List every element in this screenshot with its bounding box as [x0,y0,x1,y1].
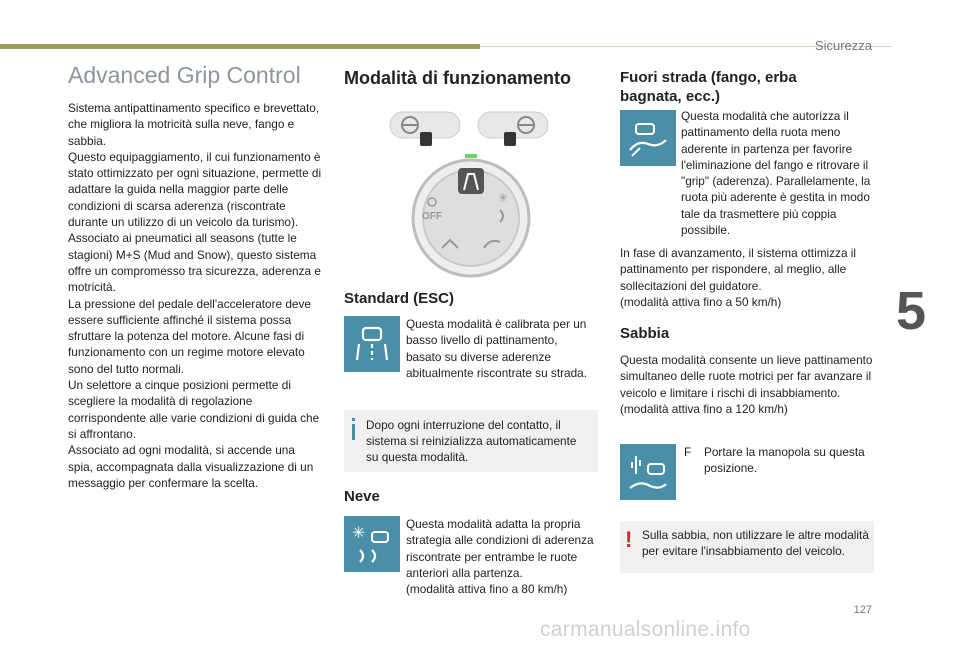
svg-text:✳: ✳ [352,525,366,542]
fango-text2-block [620,245,875,310]
mud-mode-icon [620,110,676,166]
info-note-text: Dopo ogni interruzione del contatto, il sistema si reinizializza automaticamente su questa modalità. [366,418,577,464]
paragraph: La pressione del pedale dell'acceleratore deve essere sufficiente affinché il sistema possa sfruttare la potenza del motore. Alcune fasi di funzionamento con un regime motore elevato sono del tutto normali. [68,296,311,376]
intro-text [68,100,323,491]
watermark: carmanualsonline.info [540,618,751,641]
chapter-number: 5 [896,281,927,341]
mode-selector-dial [408,152,534,278]
neve-note: (modalità attiva fino a 80 km/h) [406,582,568,597]
sabbia-note: (modalità attiva fino a 120 km/h) [620,401,788,416]
sand-mode-icon [620,444,676,500]
fango-heading: Fuori strada (fango, erba bagnata, ecc.) [620,69,797,105]
page-title: Advanced Grip Control [68,62,301,88]
standard-mode-icon [344,316,400,372]
warning-icon: ! [625,527,633,552]
sabbia-text-block [620,352,876,417]
standard-heading: Standard (ESC) [344,290,455,307]
warning-lamps-illustration [386,108,556,148]
neve-text-block [406,516,596,597]
dial-off-label: OFF [422,211,442,222]
snow-mode-icon [344,516,400,572]
paragraph: Un selettore a cinque posizioni permette di scegliere la modalità di regolazione corrispondente alle varie condizioni di guida che si affrontano. [68,378,320,441]
neve-heading: Neve [344,488,380,505]
fango-note: (modalità attiva fino a 50 km/h) [620,294,782,309]
sabbia-text: Questa modalità consente un lieve pattinamento simultaneo delle ruote motrici per far avanzare il veicolo e limitare i rischi di insabbiamento. [620,353,873,400]
svg-text:✳: ✳ [498,191,509,205]
modes-heading: Modalità di funzionamento [344,68,571,88]
sabbia-bullet [684,444,874,477]
fango-text: Questa modalità che autorizza il pattinamento della ruota meno aderente in partenza per favorire l'eliminazione del fango e ritrovare il "grip" (aderenza). Parallelamente, la ruota più aderente è gestita in modo tale da trasmettere più coppia possibile. [681,109,871,238]
info-note [344,410,598,472]
paragraph: Questo equipaggiamento, il cui funzionamento è stato ottimizzato per ogni situazione, permette di adattare la guida nella maggior parte delle condizioni di scarsa aderenza (riscontrate durante un utilizzo di un veicolo da turismo). [68,149,322,230]
page-number: 127 [853,604,872,616]
paragraph: Associato ai pneumatici all seasons (tutte le stagioni) M+S (Mud and Snow), questo sistema offre un compromesso tra sicurezza, aderenza e motricità. [68,231,321,295]
info-icon [352,418,355,421]
paragraph: Sistema antipattinamento specifico e brevettato, che migliora la motricità sulla neve, fango e sabbia. [68,101,320,148]
sabbia-bullet-text: Portare la manopola su questa posizione. [704,445,865,476]
section-label: Sicurezza [814,38,872,53]
warning-text: Sulla sabbia, non utilizzare le altre modalità per evitare l'insabbiamento del veicolo. [642,528,869,558]
standard-text: Questa modalità è calibrata per un basso livello di pattinamento, basato su diverse aderenze abitualmente riscontrate su strada. [406,317,587,380]
sabbia-heading: Sabbia [620,325,670,342]
neve-text: Questa modalità adatta la propria strategia alle condizioni di aderenza riscontrate per entrambe le ruote anteriori alla partenza. [406,517,594,580]
top-accent-bar [0,44,480,49]
bullet-mark: F [684,445,692,459]
fango-text2: In fase di avanzamento, il sistema ottimizza il pattinamento per rispondere, al meglio, alle sollecitazioni del guidatore. [620,246,857,293]
warning-note [620,521,874,573]
paragraph: Associato ad ogni modalità, si accende una spia, accompagnata dalla visualizzazione di un messaggio per confermare la scelta. [68,443,314,490]
